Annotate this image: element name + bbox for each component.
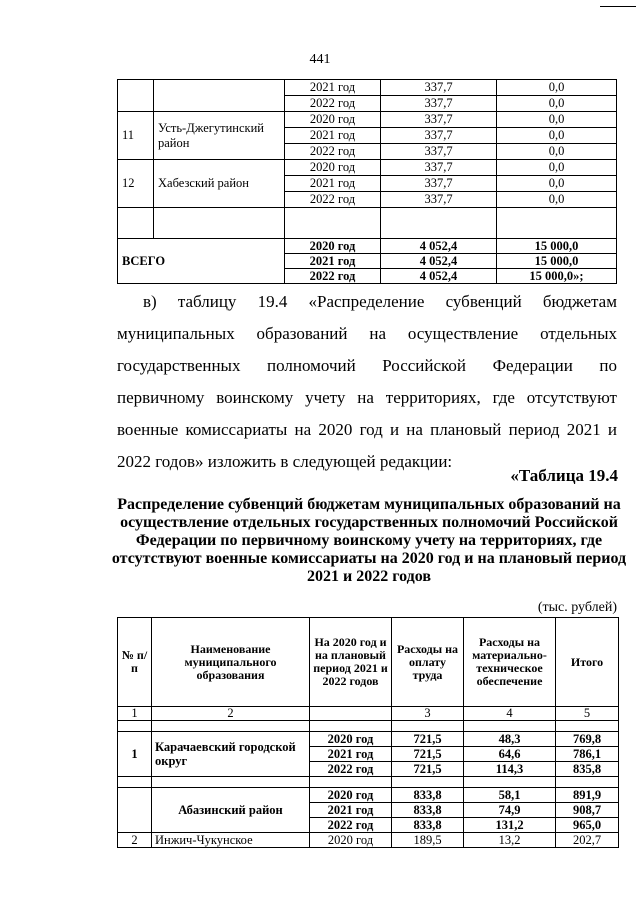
- header-cell: Расходы на оплату труда: [392, 618, 464, 707]
- body-paragraph: в) таблицу 19.4 «Распределение субвенций бюджетам муниципальных образований на осуществление отдельных государственных полномочий Российской Федерации по первичному воинскому учету на территориях, где отсутствуют военные комиссариаты на 2020 год и на плановый период 2021 и 2022 годов» изложить в следующей редакции:: [117, 292, 617, 471]
- total-row: 2022 год 4 052,4 15 000,0»;: [118, 269, 617, 284]
- table-row: 2022 год 337,7 0,0: [118, 96, 617, 112]
- header-cell: Наименование муниципального образования: [152, 618, 310, 707]
- spacer-row: [118, 208, 617, 239]
- municipality-name: Хабезский район: [154, 160, 285, 208]
- spacer-row: [118, 777, 619, 788]
- column-number-row: 1 2 3 4 5: [118, 707, 619, 721]
- table-row: 2022 год 721,5 114,3 835,8: [118, 762, 619, 777]
- table-row: 2022 год 337,7 0,0: [118, 192, 617, 208]
- table-title: Распределение субвенций бюджетам муниципальных образований на осуществление отдельных государственных полномочий Российской Федерации по первичному воинскому учету на территориях, где отсутствуют военные комиссариаты на 2020 год и на плановый период 2021 и 2022 годов: [111, 496, 627, 585]
- table-row: 2021 год 337,7 0,0: [118, 176, 617, 192]
- page-number: 441: [309, 52, 331, 67]
- table-row: Абазинский район 2020 год 833,8 58,1 891,9: [118, 788, 619, 803]
- header-cell: Расходы на материально-техническое обеспечение: [464, 618, 556, 707]
- table-row: 2021 год 337,7 0,0: [118, 80, 617, 96]
- table-row: 2022 год 833,8 131,2 965,0: [118, 818, 619, 833]
- header-row: [118, 618, 619, 707]
- table-row: 2021 год 721,5 64,6 786,1: [118, 747, 619, 762]
- header-cell: № п/п: [118, 618, 152, 707]
- header-cell: Итого: [556, 618, 619, 707]
- row-number: 12: [118, 160, 154, 208]
- municipality-name: Абазинский район: [152, 788, 310, 833]
- top-rule: [600, 6, 636, 7]
- distribution-table: [117, 617, 619, 848]
- table-row: 11 Усть-Джегутинский район 2020 год 337,7 0,0: [118, 112, 617, 128]
- total-row: ВСЕГО 2020 год 4 052,4 15 000,0: [118, 239, 617, 254]
- table-row: 2 Инжич-Чукунское 2020 год 189,5 13,2 202,7: [118, 833, 619, 848]
- header-cell: На 2020 год и на плановый период 2021 и 2022 годов: [310, 618, 392, 707]
- table-row: 2021 год 337,7 0,0: [118, 128, 617, 144]
- total-row: 2021 год 4 052,4 15 000,0: [118, 254, 617, 269]
- table-label: «Таблица 19.4: [510, 466, 618, 485]
- total-label: ВСЕГО: [118, 239, 285, 284]
- table-row: 1 Карачаевский городской округ 2020 год 721,5 48,3 769,8: [118, 732, 619, 747]
- continued-table: [117, 79, 617, 284]
- municipality-name: Карачаевский городской округ: [152, 732, 310, 777]
- row-number: 11: [118, 112, 154, 160]
- units-note: (тыс. рублей): [537, 600, 617, 615]
- municipality-name: Инжич-Чукунское: [152, 833, 310, 848]
- table-row: 2022 год 337,7 0,0: [118, 144, 617, 160]
- table-row: 2021 год 833,8 74,9 908,7: [118, 803, 619, 818]
- spacer-row: [118, 721, 619, 732]
- table-row: 12 Хабезский район 2020 год 337,7 0,0: [118, 160, 617, 176]
- municipality-name: Усть-Джегутинский район: [154, 112, 285, 160]
